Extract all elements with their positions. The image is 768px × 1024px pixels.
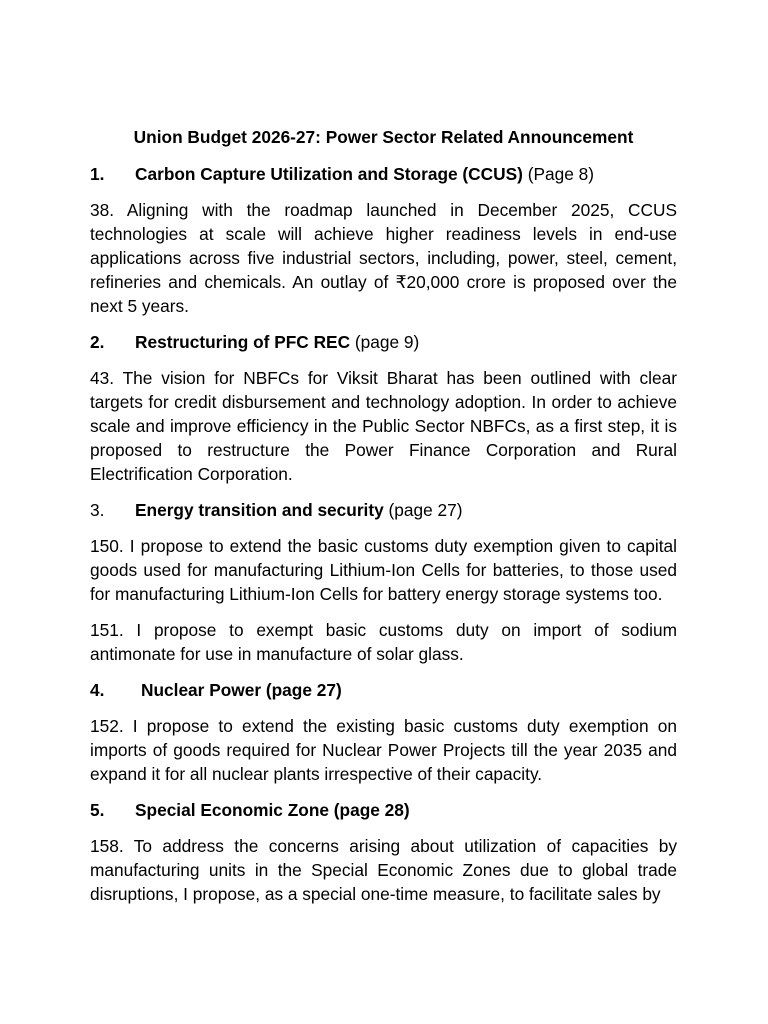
section-number: 3. bbox=[90, 500, 105, 520]
section-page-ref: (page 27) bbox=[383, 500, 463, 520]
paragraph-158: 158. To address the concerns arising about utilization of capacities by manufacturing units in the Special Economic Zones due to global trade disruptions, I propose, as a special one-time measure, to facilitate sales by bbox=[90, 836, 677, 904]
section-heading-sez bbox=[90, 798, 677, 822]
section-heading-nuclear-power bbox=[90, 678, 677, 702]
section-number: 4. bbox=[90, 680, 105, 700]
section-heading-ccus bbox=[90, 162, 677, 186]
section-heading-pfc-rec bbox=[90, 330, 677, 354]
section-title: Nuclear Power (page 27) bbox=[141, 680, 342, 700]
document-title: Union Budget 2026-27: Power Sector Related Announcement bbox=[133, 127, 634, 147]
section-title: Restructuring of PFC REC bbox=[135, 332, 351, 352]
section-number: 2. bbox=[90, 332, 105, 352]
section-title: Special Economic Zone (page 28) bbox=[135, 800, 410, 820]
paragraph-152: 152. I propose to extend the existing basic customs duty exemption on imports of goods required for Nuclear Power Projects till the year 2035 and expand it for all nuclear plants irrespective of their capacity. bbox=[90, 716, 677, 784]
section-page-ref: (page 9) bbox=[350, 332, 420, 352]
section-number: 5. bbox=[90, 800, 105, 820]
section-number: 1. bbox=[90, 164, 105, 184]
section-title: Carbon Capture Utilization and Storage (CCUS) bbox=[135, 164, 523, 184]
section-page-ref: (Page 8) bbox=[522, 164, 594, 184]
section-heading-energy-transition bbox=[90, 498, 677, 522]
paragraph-43: 43. The vision for NBFCs for Viksit Bharat has been outlined with clear targets for credit disbursement and technology adoption. In order to achieve scale and improve efficiency in the Public Sector NBFCs, as a first step, it is proposed to restructure the Power Finance Corporation and Rural Electrification Corporation. bbox=[90, 368, 677, 484]
paragraph-150: 150. I propose to extend the basic customs duty exemption given to capital goods used for manufacturing Lithium-Ion Cells for batteries, to those used for manufacturing Lithium-Ion Cells for battery energy storage systems too. bbox=[90, 536, 677, 604]
document-page bbox=[90, 125, 677, 918]
section-title: Energy transition and security bbox=[135, 500, 384, 520]
paragraph-151: 151. I propose to exempt basic customs duty on import of sodium antimonate for use in manufacture of solar glass. bbox=[90, 620, 677, 664]
paragraph-38: 38. Aligning with the roadmap launched in December 2025, CCUS technologies at scale will achieve higher readiness levels in end-use applications across five industrial sectors, including, power, steel, cement, refineries and chemicals. An outlay of ₹20,000 crore is proposed over the next 5 years. bbox=[90, 200, 677, 316]
